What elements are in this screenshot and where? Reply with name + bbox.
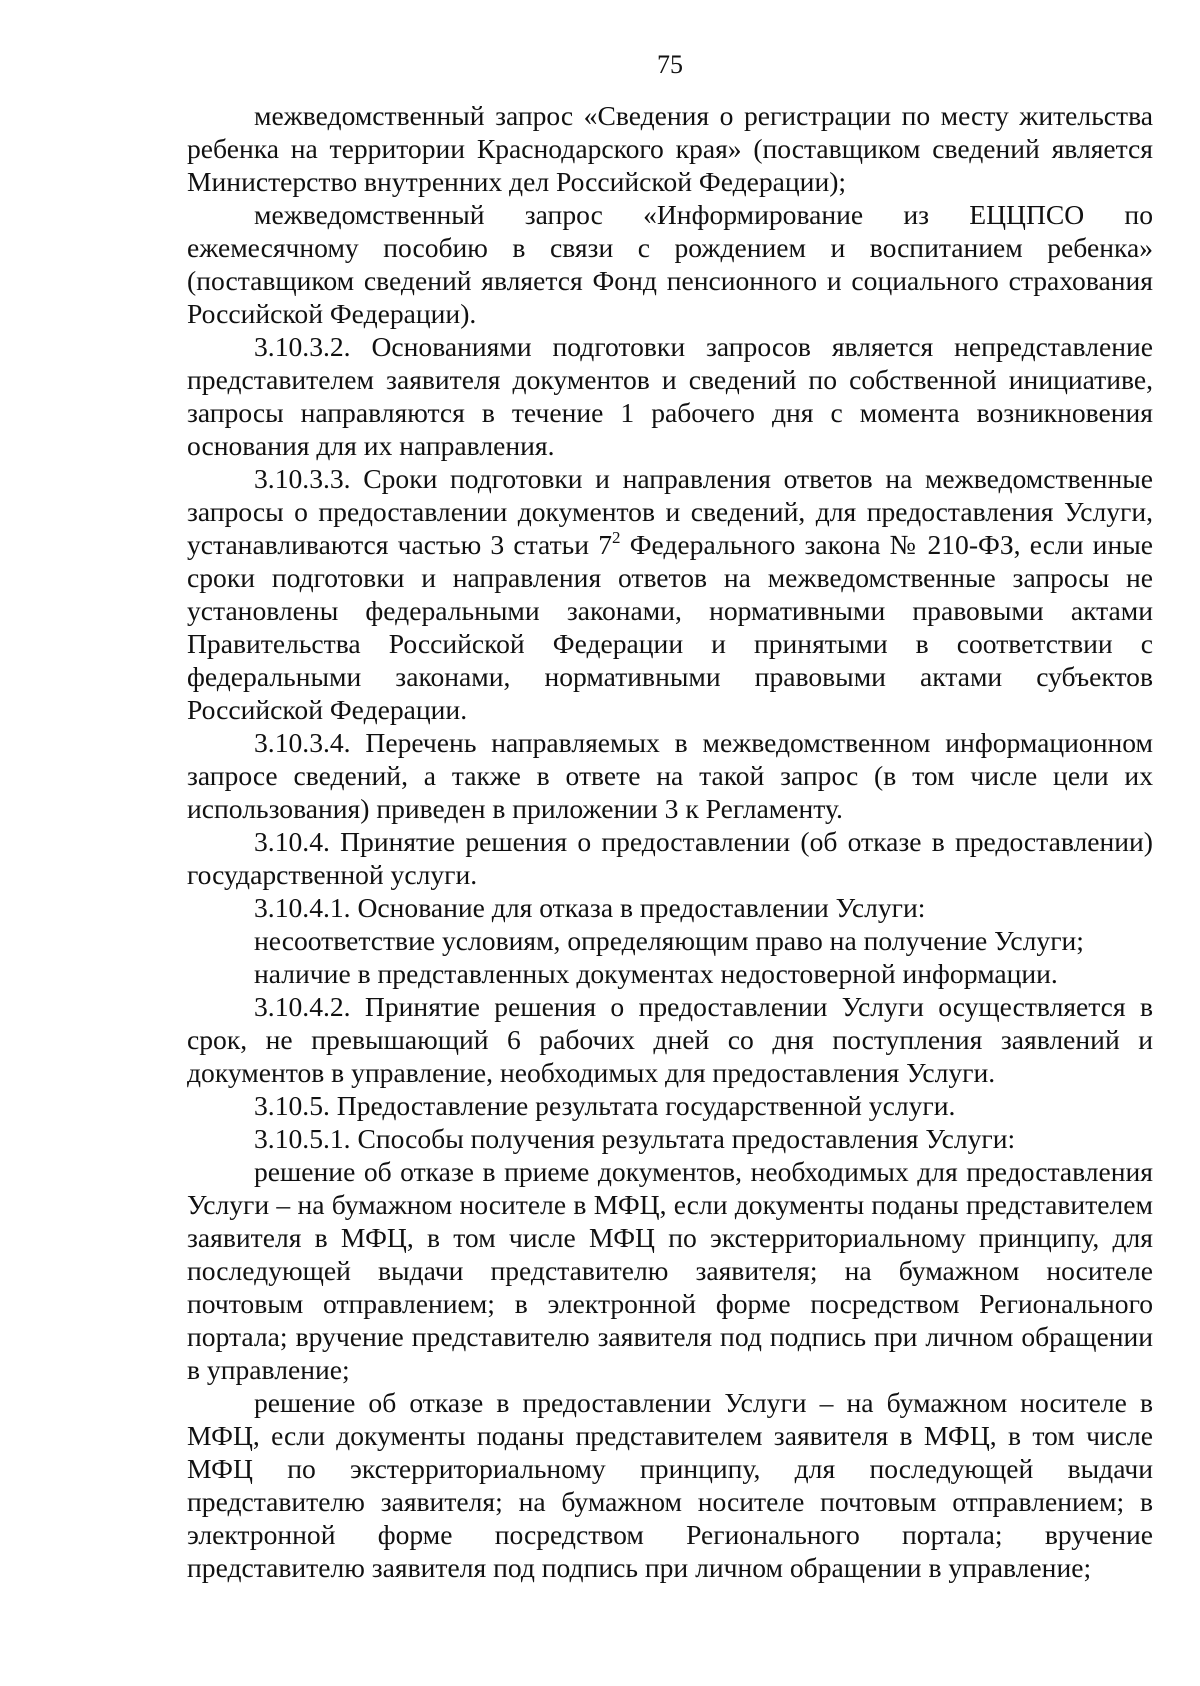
article-superscript: 2 bbox=[612, 528, 621, 547]
paragraph-3-10-3-2: 3.10.3.2. Основаниями подготовки запросов является непредставление представителем заявителя документов и сведений по собственной инициативе, запросы направляются в течение 1 рабочего дня с момента возникновения основания для их направления. bbox=[187, 331, 1153, 461]
paragraph-3-10-4-1: 3.10.4.1. Основание для отказа в предоставлении Услуги: bbox=[254, 892, 926, 923]
paragraph-mvd-request: межведомственный запрос «Сведения о регистрации по месту жительства ребенка на территории Краснодарского края» (поставщиком сведений является Министерство внутренних дел Российской Федерации); bbox=[187, 100, 1153, 197]
paragraph-refusal-ground-2: наличие в представленных документах недостоверной информации. bbox=[254, 958, 1058, 989]
paragraph-3-10-5-1: 3.10.5.1. Способы получения результата предоставления Услуги: bbox=[254, 1123, 1016, 1154]
paragraph-3-10-4-2: 3.10.4.2. Принятие решения о предоставлении Услуги осуществляется в срок, не превышающий 6 рабочих дней со дня поступления заявлений и документов в управление, необходимых для предоставления Услуги. bbox=[187, 991, 1153, 1088]
paragraph-refusal-ground-1: несоответствие условиям, определяющим право на получение Услуги; bbox=[254, 925, 1084, 956]
document-body bbox=[187, 99, 1153, 1584]
paragraph-3-10-3-3 bbox=[187, 462, 1153, 726]
paragraph-3-10-3-4: 3.10.3.4. Перечень направляемых в межведомственном информационном запросе сведений, а также в ответе на такой запрос (в том числе цели их использования) приведен в приложении 3 к Регламенту. bbox=[187, 727, 1153, 824]
paragraph-refusal-provision: решение об отказе в предоставлении Услуги – на бумажном носителе в МФЦ, если документы поданы представителем заявителя в МФЦ, в том числе МФЦ по экстерриториальному принципу, для последующей выдачи представителю заявителя; на бумажном носителе почтовым отправлением; в электронной форме посредством Регионального портала; вручение представителю заявителя под подпись при личном обращении в управление; bbox=[187, 1387, 1153, 1583]
paragraph-eccpso-request: межведомственный запрос «Информирование из ЕЦЦПСО по ежемесячному пособию в связи с рождением и воспитанием ребенка» (поставщиком сведений является Фонд пенсионного и социального страхования Российской Федерации). bbox=[187, 199, 1153, 329]
paragraph-3-10-3-3-part-2: Федерального закона № 210-ФЗ, если иные сроки подготовки и направления ответов на межведомственные запросы не установлены федеральными законами, нормативными правовыми актами Правительства Российской Федерации и принятыми в соответствии с федеральными законами, нормативными правовыми актами субъектов Российской Федерации. bbox=[187, 529, 1153, 725]
paragraph-3-10-5: 3.10.5. Предоставление результата государственной услуги. bbox=[254, 1090, 956, 1121]
page-number: 75 bbox=[657, 50, 683, 79]
paragraph-3-10-4: 3.10.4. Принятие решения о предоставлении (об отказе в предоставлении) государственной услуги. bbox=[187, 826, 1153, 890]
paragraph-refusal-acceptance: решение об отказе в приеме документов, необходимых для предоставления Услуги – на бумажном носителе в МФЦ, если документы поданы представителем заявителя в МФЦ, в том числе МФЦ по экстерриториальному принципу, для последующей выдачи представителю заявителя; на бумажном носителе почтовым отправлением; в электронной форме посредством Регионального портала; вручение представителю заявителя под подпись при личном обращении в управление; bbox=[187, 1156, 1153, 1385]
paragraph-3-10-3-3-part-1: 3.10.3.3. Сроки подготовки и направления ответов на межведомственные запросы о предоставлении документов и сведений, для предоставления Услуги, устанавливаются частью 3 статьи 7 bbox=[187, 463, 1153, 560]
